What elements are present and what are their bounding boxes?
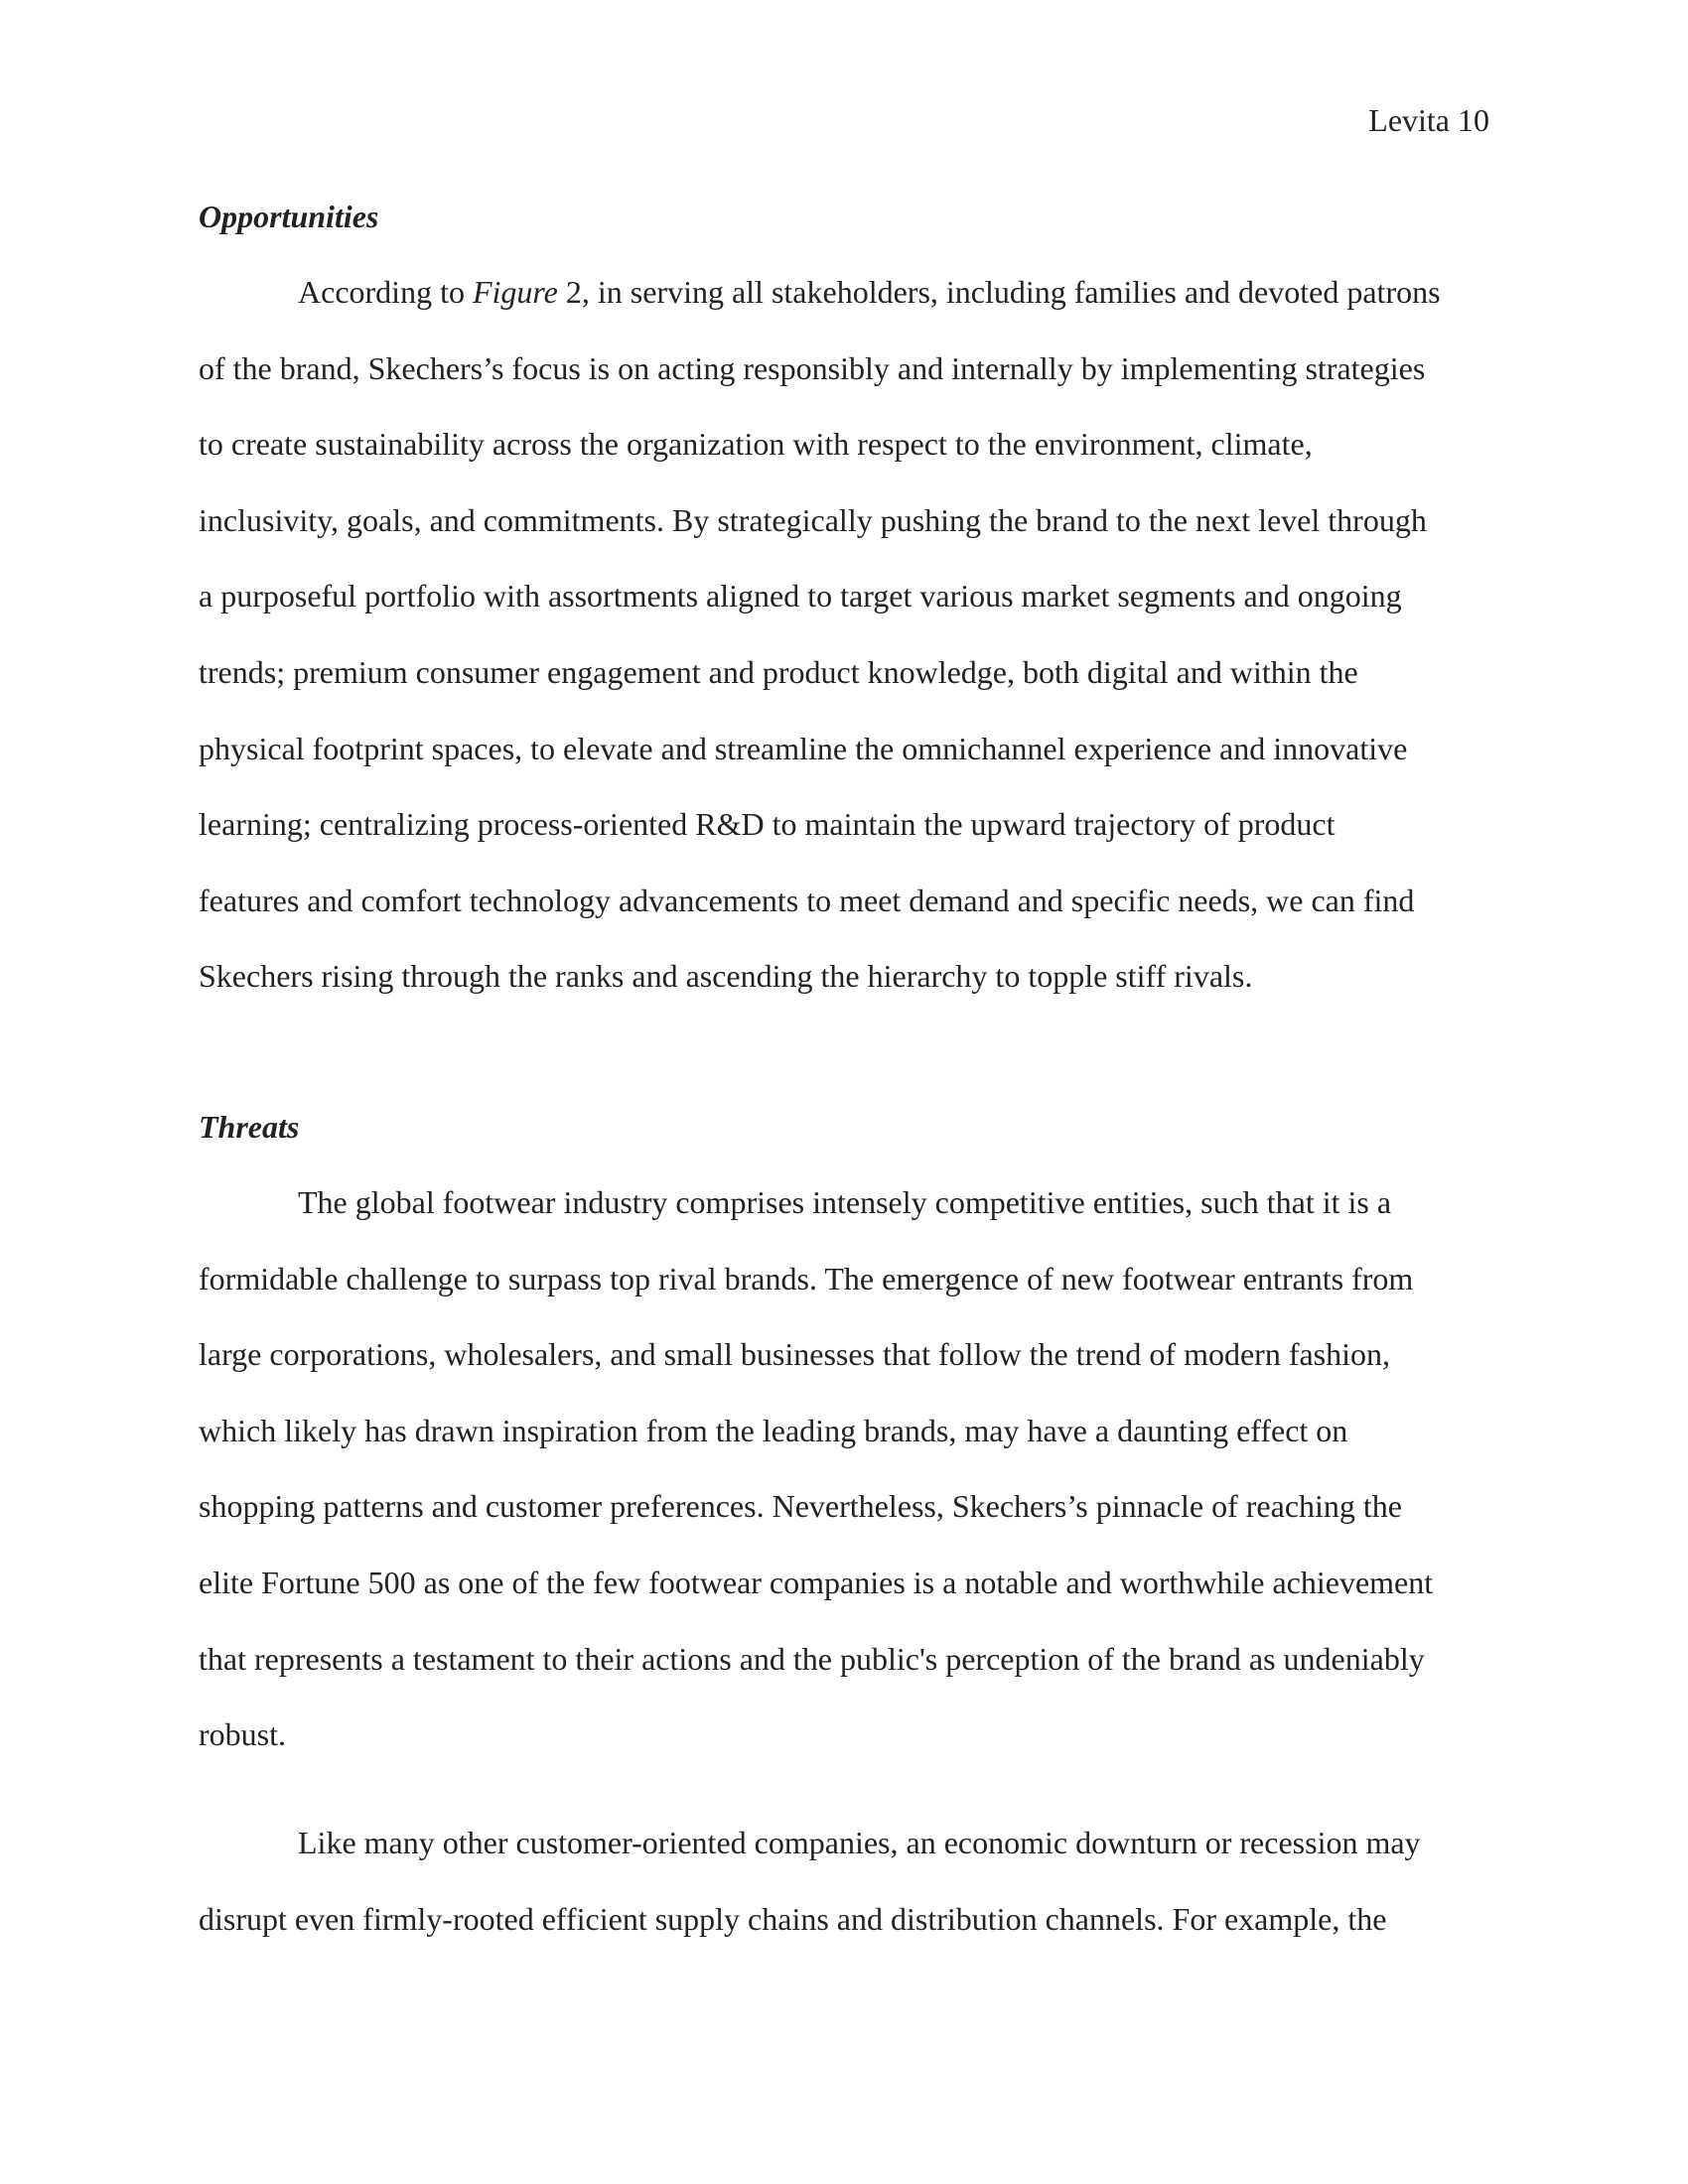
text-line: elite Fortune 500 as one of the few footwear companies is a notable and worthwhile achievement — [199, 1564, 1434, 1600]
text-line: physical footprint spaces, to elevate and streamline the omnichannel experience and innovative — [199, 730, 1408, 766]
text-line: that represents a testament to their actions and the public's perception of the brand as undeniably — [199, 1640, 1425, 1677]
text-line: disrupt even firmly-rooted efficient supply chains and distribution channels. For example, the — [199, 1900, 1387, 1937]
section-heading-opportunities: Opportunities — [199, 199, 379, 234]
opportunities-paragraph — [199, 254, 1489, 1015]
text-line: formidable challenge to surpass top rival brands. The emergence of new footwear entrants from — [199, 1260, 1414, 1297]
text-line: features and comfort technology advancements to meet demand and specific needs, we can find — [199, 882, 1415, 918]
text-line: inclusivity, goals, and commitments. By strategically pushing the brand to the next level through — [199, 501, 1427, 538]
threats-paragraph-2 — [199, 1805, 1489, 1957]
text-line: shopping patterns and customer preferences. Nevertheless, Skechers’s pinnacle of reaching the — [199, 1488, 1402, 1525]
text-line: According to Figure 2, in serving all stakeholders, including families and devoted patrons — [298, 274, 1441, 310]
text-line: trends; premium consumer engagement and product knowledge, both digital and within the — [199, 653, 1358, 690]
text-line: to create sustainability across the organization with respect to the environment, climate, — [199, 426, 1313, 463]
text-line: Skechers rising through the ranks and ascending the hierarchy to topple stiff rivals. — [199, 958, 1253, 995]
text-line: of the brand, Skechers’s focus is on acting responsibly and internally by implementing strategies — [199, 349, 1426, 386]
text-line: Like many other customer-oriented companies, an economic downturn or recession may — [298, 1825, 1421, 1860]
section-heading-threats: Threats — [199, 1109, 300, 1145]
threats-paragraph-1 — [199, 1164, 1489, 1773]
text-line: The global footwear industry comprises intensely competitive entities, such that it is a — [298, 1184, 1392, 1220]
text-line: large corporations, wholesalers, and small businesses that follow the trend of modern fashion, — [199, 1336, 1391, 1373]
text-line: a purposeful portfolio with assortments aligned to target various market segments and ongoing — [199, 578, 1402, 614]
text-line: robust. — [199, 1716, 286, 1753]
text-line: which likely has drawn inspiration from the leading brands, may have a daunting effect on — [199, 1412, 1348, 1448]
text-line: learning; centralizing process-oriented R&D to maintain the upward trajectory of product — [199, 806, 1336, 843]
figure-reference: Figure — [472, 274, 558, 310]
running-head: Levita 10 — [1368, 102, 1489, 138]
